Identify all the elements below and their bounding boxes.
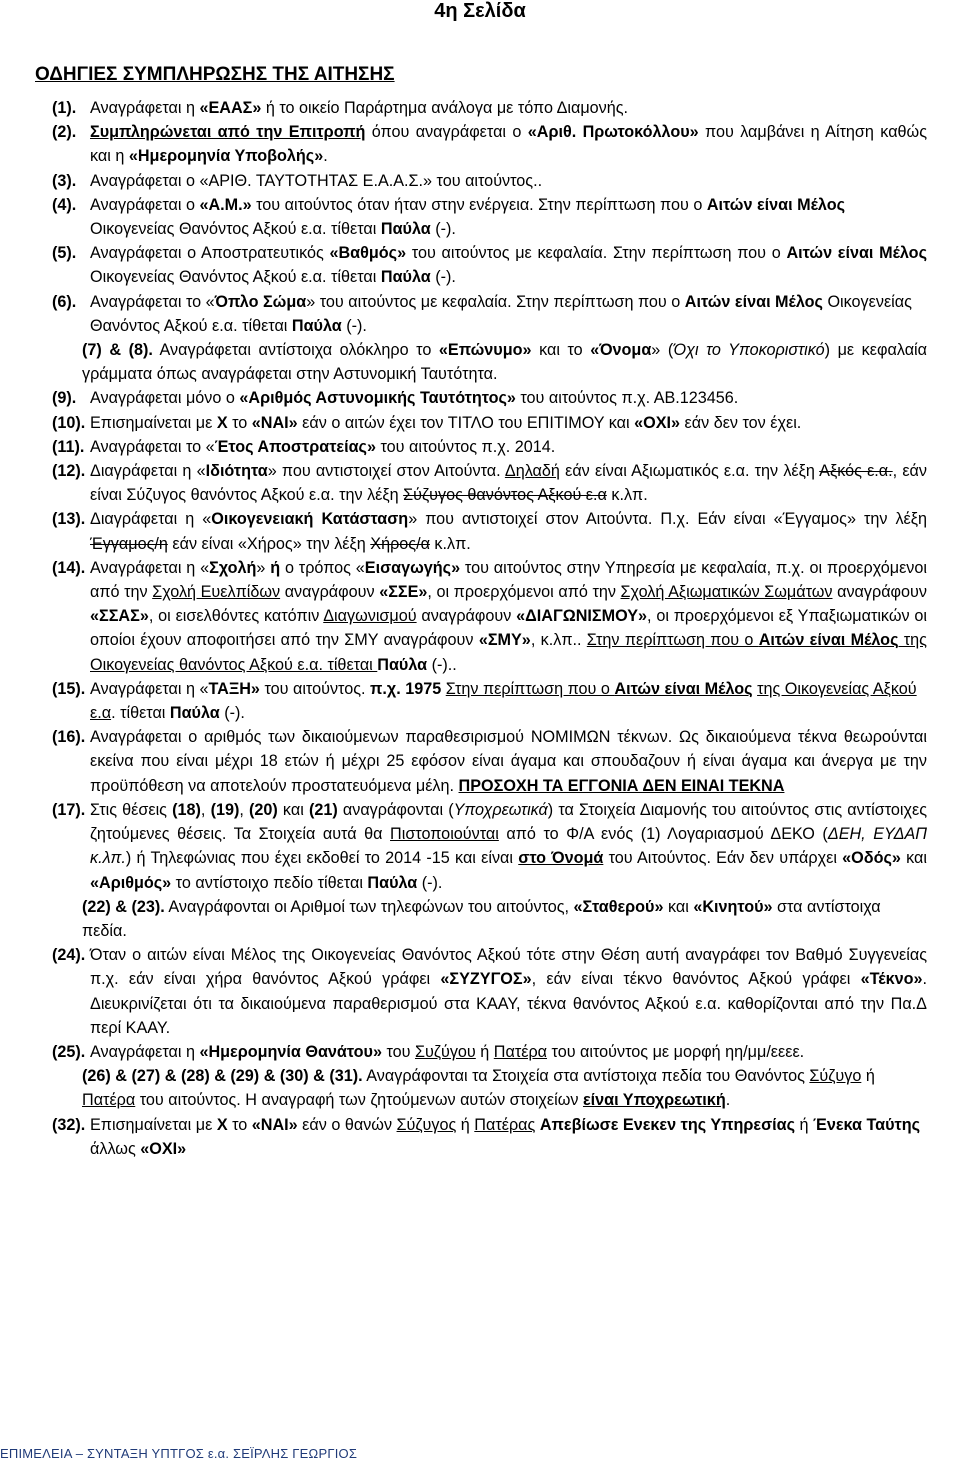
- instruction-10: (10). Επισημαίνεται με Χ το «ΝΑΙ» εάν ο αιτών έχει τον ΤΙΤΛΟ του ΕΠΙΤΙΜΟΥ και «ΟΧΙ» εάν δεν τον έχει.: [52, 411, 927, 435]
- instruction-4: (4). Αναγράφεται ο «Α.Μ.» του αιτούντος όταν ήταν στην ενέργεια. Στην περίπτωση που ο Αιτών είναι Μέλος Οικογενείας Θανόντος Αξκού ε.α. τίθεται Παύλα (-).: [52, 193, 927, 241]
- item-number: (15).: [52, 679, 86, 698]
- item-number: (7) & (8).: [82, 341, 153, 360]
- item-number: (4).: [52, 195, 77, 214]
- item-number: (9).: [52, 389, 77, 408]
- item-number: (17).: [52, 800, 86, 819]
- item-number: (10).: [52, 413, 86, 432]
- item-number: (2).: [52, 123, 77, 142]
- instruction-2: (2). Συμπληρώνεται από την Επιτροπή όπου αναγράφεται ο «Αριθ. Πρωτοκόλλου» που λαμβάνει η Αίτηση καθώς και η «Ημερομηνία Υποβολής».: [52, 120, 927, 168]
- page-header: 4η Σελίδα: [434, 0, 526, 22]
- item-number: (25).: [52, 1042, 86, 1061]
- instructions-list: [52, 96, 927, 1161]
- page-footer: ΕΠΙΜΕΛΕΙΑ – ΣΥΝΤΑΞΗ ΥΠΤΓΟΣ ε.α. ΣΕΪΡΛΗΣ ΓΕΩΡΓΙΟΣ: [0, 1446, 358, 1461]
- instruction-22-23: (22) & (23). Αναγράφονται οι Αριθμοί των τηλεφώνων του αιτούντος, «Σταθερού» και «Κινητού» στα αντίστοιχα πεδία.: [82, 897, 881, 940]
- instruction-7-8: (7) & (8). Αναγράφεται αντίστοιχα ολόκληρο το «Επώνυμο» και το «Όνομα» (Όχι το Υποκοριστικό) με κεφαλαία γράμματα όπως αναγράφεται στην Αστυνομική Ταυτότητα.: [82, 341, 928, 384]
- instruction-17: (17). Στις θέσεις (18), (19), (20) και (21) αναγράφονται (Υποχρεωτικά) τα Στοιχεία Διαμονής του αιτούντος στις αντίστοιχες ζητούμενες θέσεις. Τα Στοιχεία αυτά θα Πιστοποιούνται από το Φ/Α ενός (1) Λογαριασμού ΔΕΚΟ (ΔΕΗ, ΕΥΔΑΠ κ.λπ.) ή Τηλεφώνιας που έχει εκδοθεί το 2014 -15 και είναι στο Όνομά του Αιτούντος. Εάν δεν υπάρχει «Οδός» και «Αριθμός» το αντίστοιχο πεδίο τίθεται Παύλα (-).: [52, 798, 927, 895]
- instruction-6: (6). Αναγράφεται το «Όπλο Σώμα» του αιτούντος με κεφαλαία. Στην περίπτωση που ο Αιτών είναι Μέλος Οικογενείας Θανόντος Αξκού ε.α. τίθεται Παύλα (-).: [52, 290, 927, 338]
- item-number: (13).: [52, 510, 86, 529]
- instruction-24: (24). Όταν ο αιτών είναι Μέλος της Οικογενείας Θανόντος Αξκού τότε στην Θέση αυτή αναγράφει τον Βαθμό Συγγενείας π.χ. εάν είναι χήρα θανόντος Αξκού γράφει «ΣΥΖΥΓΟΣ», εάν είναι τέκνο θανόντος Αξκού γράφει «Τέκνο». Διευκρινίζεται ότι τα δικαιούμενα παραθερισμού στα ΚΑΑΥ, τέκνα θανόντος Αξκού ε.α. καθορίζονται από την Πα.Δ περί ΚΑΑΥ.: [52, 943, 927, 1040]
- section-title: ΟΔΗΓΙΕΣ ΣΥΜΠΛΗΡΩΣΗΣ ΤΗΣ ΑΙΤΗΣΗΣ: [35, 64, 395, 85]
- item-number: (26) & (27) & (28) & (29) & (30) & (31).: [82, 1067, 363, 1086]
- item-number: (11).: [52, 437, 85, 456]
- instruction-9: (9). Αναγράφεται μόνο ο «Αριθμός Αστυνομικής Ταυτότητος» του αιτούντος π.χ. ΑΒ.123456.: [52, 386, 927, 410]
- item-number: (6).: [52, 292, 77, 311]
- instruction-12: (12). Διαγράφεται η «Ιδιότητα» που αντιστοιχεί στον Αιτούντα. Δηλαδή εάν είναι Αξιωματικός ε.α. την λέξη Αξκός ε.α., εάν είναι Σύζυγος θανόντος Αξκού ε.α. την λέξη Σύζυγος θανόντος Αξκού ε.α κ.λπ.: [52, 459, 927, 507]
- instruction-32: (32). Επισημαίνεται με Χ το «ΝΑΙ» εάν ο θανών Σύζυγος ή Πατέρας Απεβίωσε Ενεκεν της Υπηρεσίας ή Ένεκα Ταύτης άλλως «ΟΧΙ»: [52, 1113, 927, 1161]
- item-number: (12).: [52, 462, 86, 481]
- instruction-13: (13). Διαγράφεται η «Οικογενειακή Κατάσταση» που αντιστοιχεί στον Αιτούντα. Π.χ. Εάν είναι «Έγγαμος» την λέξη Έγγαμος/η εάν είναι «Χήρος» την λέξη Χήρος/α κ.λπ.: [52, 507, 927, 555]
- instruction-16: (16). Αναγράφεται ο αριθμός των δικαιούμενων παραθεσιρισμού ΝΟΜΙΜΩΝ τέκνων. Ως δικαιούμενα τέκνα θεωρούνται εκείνα που είναι μέχρι 18 ετών ή μέχρι 25 εφόσον είναι άγαμα και σπουδαζουν ή είναι άγαμα και άνεργα με την προϋπόθεση να αποτελούν προστατευόμενα μέλη. ΠΡΟΣΟΧΗ ΤΑ ΕΓΓΟΝΙΑ ΔΕΝ ΕΙΝΑΙ ΤΕΚΝΑ: [52, 725, 927, 798]
- instruction-5: (5). Αναγράφεται ο Αποστρατευτικός «Βαθμός» του αιτούντος με κεφαλαία. Στην περίπτωση που ο Αιτών είναι Μέλος Οικογενείας Θανόντος Αξκού ε.α. τίθεται Παύλα (-).: [52, 241, 927, 289]
- instruction-26-31: (26) & (27) & (28) & (29) & (30) & (31). Αναγράφονται τα Στοιχεία στα αντίστοιχα πεδία του Θανόντος Σύζυγο ή Πατέρα του αιτούντος. Η αναγραφή των ζητούμενων αυτών στοιχείων είναι Υποχρεωτική.: [82, 1067, 875, 1110]
- item-number: (3).: [52, 171, 77, 190]
- instruction-3: (3). Αναγράφεται ο «ΑΡΙΘ. ΤΑΥΤΟΤΗΤΑΣ Ε.Α.Α.Σ.» του αιτούντος..: [52, 169, 927, 193]
- instruction-11: (11). Αναγράφεται το «Έτος Αποστρατείας» του αιτούντος π.χ. 2014.: [52, 435, 927, 459]
- instruction-25: (25). Αναγράφεται η «Ημερομηνία Θανάτου» του Συζύγου ή Πατέρα του αιτούντος με μορφή ηη/μμ/εεεε.: [52, 1040, 927, 1064]
- item-number: (24).: [52, 946, 86, 965]
- item-number: (22) & (23).: [82, 897, 165, 916]
- item-number: (1).: [52, 99, 77, 117]
- item-number: (32).: [52, 1115, 86, 1134]
- instruction-15: (15). Αναγράφεται η «ΤΑΞΗ» του αιτούντος. π.χ. 1975 Στην περίπτωση που ο Αιτών είναι Μέλος της Οικογενείας Αξκού ε.α. τίθεται Παύλα (-).: [52, 677, 927, 725]
- instruction-1: (1). Αναγράφεται η «ΕΑΑΣ» ή το οικείο Παράρτημα ανάλογα με τόπο Διαμονής.: [52, 96, 927, 120]
- instruction-14: (14). Αναγράφεται η «Σχολή» ή ο τρόπος «Εισαγωγής» του αιτούντος στην Υπηρεσία με κεφαλαία, π.χ. οι προερχόμενοι από την Σχολή Ευελπίδων αναγράφουν «ΣΣΕ», οι προερχόμενοι από την Σχολή Αξιωματικών Σωμάτων αναγράφουν «ΣΣΑΣ», οι εισελθόντες κατόπιν Διαγωνισμού αναγράφουν «ΔΙΑΓΩΝΙΣΜΟΥ», οι προερχόμενοι εξ Υπαξιωματικών οι οποίοι έχουν αποφοιτήσει από την ΣΜΥ αναγράφουν «ΣΜΥ», κ.λπ.. Στην περίπτωση που ο Αιτών είναι Μέλος της Οικογενείας θανόντος Αξκού ε.α. τίθεται Παύλα (-)..: [52, 556, 927, 677]
- item-number: (16).: [52, 728, 86, 747]
- item-number: (14).: [52, 558, 86, 577]
- item-number: (5).: [52, 244, 77, 263]
